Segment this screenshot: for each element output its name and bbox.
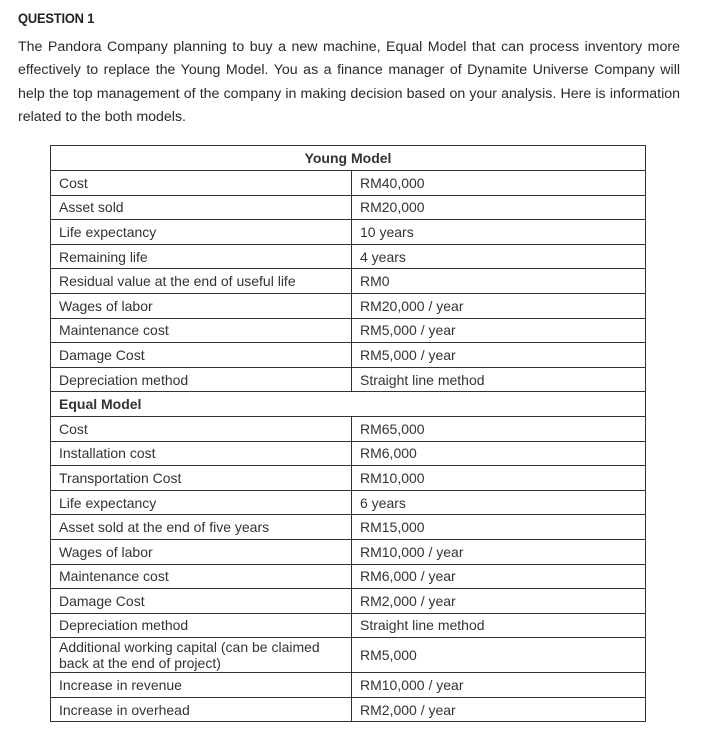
table-row [51,515,646,540]
row-value: 10 years [352,220,646,245]
row-value: RM2,000 / year [352,589,646,614]
row-label: Maintenance cost [51,318,352,343]
table-row [51,613,646,638]
row-label: Life expectancy [51,220,352,245]
row-label: Depreciation method [51,367,352,392]
row-label: Increase in overhead [51,697,352,722]
row-value: RM5,000 [352,638,646,673]
row-label: Installation cost [51,441,352,466]
table-row [51,293,646,318]
row-value: Straight line method [352,367,646,392]
row-label: Maintenance cost [51,564,352,589]
table-row [51,441,646,466]
row-label: Cost [51,416,352,441]
row-label: Residual value at the end of useful life [51,269,352,294]
row-value: RM6,000 [352,441,646,466]
row-value: RM0 [352,269,646,294]
row-value: RM6,000 / year [352,564,646,589]
row-value: RM2,000 / year [352,697,646,722]
table-row [51,539,646,564]
row-value: RM5,000 / year [352,343,646,368]
row-value: RM5,000 / year [352,318,646,343]
row-value: RM10,000 [352,466,646,491]
young-model-title: Young Model [51,146,646,171]
row-value: RM15,000 [352,515,646,540]
row-label: Asset sold [51,195,352,220]
row-label: Asset sold at the end of five years [51,515,352,540]
table-row [51,171,646,196]
table-row [51,490,646,515]
row-value: 6 years [352,490,646,515]
row-value: RM20,000 [352,195,646,220]
equal-model-header-row [51,392,646,417]
row-value: RM40,000 [352,171,646,196]
table-row [51,318,646,343]
young-model-header-row [51,146,646,171]
table-row [51,367,646,392]
row-value: RM10,000 / year [352,539,646,564]
row-value: 4 years [352,244,646,269]
equal-model-title: Equal Model [51,392,646,417]
table-row [51,673,646,698]
row-label: Depreciation method [51,613,352,638]
table-row [51,244,646,269]
models-table [50,145,646,722]
row-label: Life expectancy [51,490,352,515]
row-label: Additional working capital (can be claimed back at the end of project) [51,638,352,673]
table-row [51,220,646,245]
row-label: Cost [51,171,352,196]
table-row [51,343,646,368]
row-label: Damage Cost [51,343,352,368]
table-row [51,564,646,589]
table-row [51,589,646,614]
table-row [51,195,646,220]
question-title: QUESTION 1 [18,10,95,26]
table-row [51,416,646,441]
row-label: Remaining life [51,244,352,269]
intro-paragraph: The Pandora Company planning to buy a new machine, Equal Model that can process inventory more effectively to replace the Young Model. You as a finance manager of Dynamite Universe Company will help the top management of the company in making decision based on your analysis. Here is information related to the both models. [18,39,680,125]
row-label: Increase in revenue [51,673,352,698]
row-value: RM65,000 [352,416,646,441]
row-label: Wages of labor [51,293,352,318]
table-row [51,638,646,673]
table-row [51,697,646,722]
table-row [51,466,646,491]
row-label: Transportation Cost [51,466,352,491]
table-row [51,269,646,294]
row-value: RM10,000 / year [352,673,646,698]
row-label: Wages of labor [51,539,352,564]
row-value: Straight line method [352,613,646,638]
row-label: Damage Cost [51,589,352,614]
row-value: RM20,000 / year [352,293,646,318]
